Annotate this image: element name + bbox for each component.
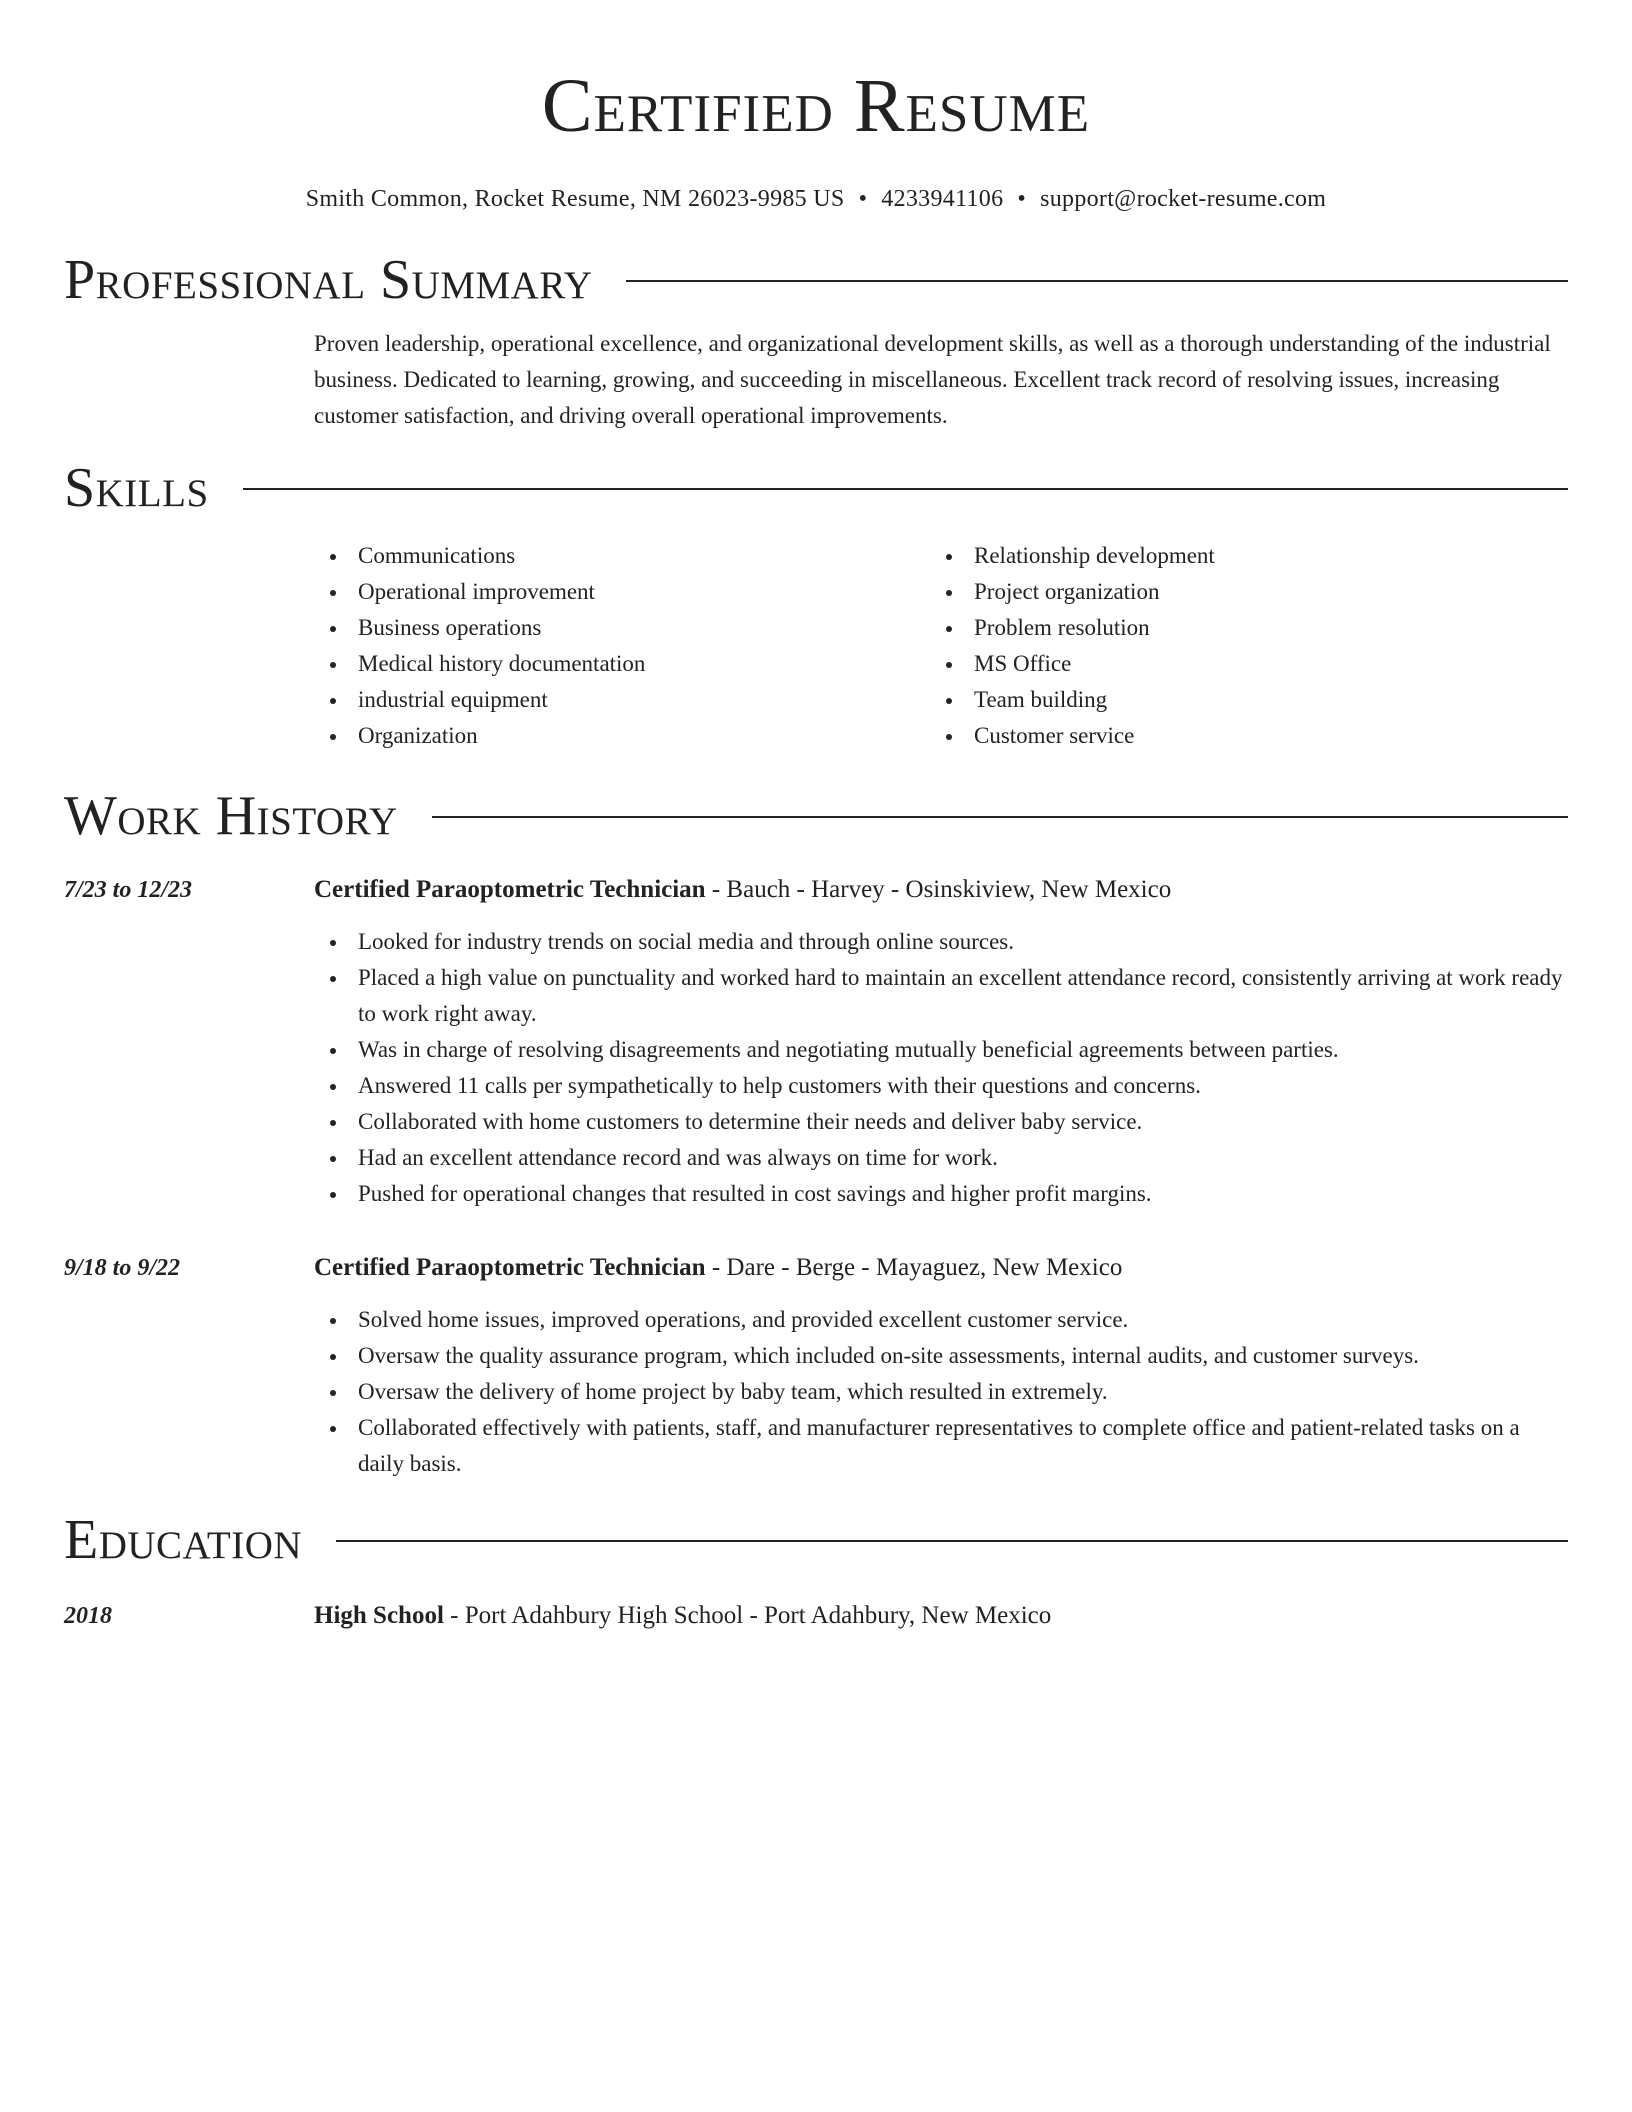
skill-item: Business operations (314, 610, 930, 646)
education-school: - Port Adahbury High School - Port Adahbury, New Mexico (443, 1602, 1052, 1629)
contact-address: Smith Common, Rocket Resume, NM 26023-9985 US (305, 186, 845, 212)
section-divider (626, 280, 1568, 282)
education-section-header (64, 1508, 1568, 1572)
job-bullet: Placed a high value on punctuality and worked hard to maintain an excellent attendance record, consistently arriving at work ready to work right away. (314, 960, 1568, 1032)
skill-item: Customer service (930, 718, 1546, 754)
education-year: 2018 (64, 1603, 112, 1629)
job-body (314, 872, 1568, 1212)
summary-text: Proven leadership, operational excellence, and organizational development skills, as well as a thorough understanding of the industrial business. Dedicated to learning, growing, and succeeding in miscellaneous. Excellent track record of resolving issues, increasing customer satisfaction, and driving overall operational improvements. (314, 331, 1551, 428)
contact-line (64, 184, 1568, 214)
contact-email: support@rocket-resume.com (1040, 186, 1327, 212)
job-bullet: Pushed for operational changes that resulted in cost savings and higher profit margins. (314, 1176, 1568, 1212)
skill-item: Team building (930, 682, 1546, 718)
job-employer: - Dare - Berge - Mayaguez, New Mexico (705, 1254, 1123, 1281)
skill-item: Communications (314, 538, 930, 574)
job-bullet: Answered 11 calls per sympathetically to help customers with their questions and concerns. (314, 1068, 1568, 1104)
skills-heading: Skills (64, 457, 209, 519)
job-bullet: Collaborated with home customers to determine their needs and deliver baby service. (314, 1104, 1568, 1140)
skill-item: Operational improvement (314, 574, 930, 610)
job-bullets (314, 924, 1568, 1212)
contact-separator: • (1017, 186, 1027, 212)
job-bullet: Looked for industry trends on social media and through online sources. (314, 924, 1568, 960)
job-employer: - Bauch - Harvey - Osinskiview, New Mexico (705, 876, 1172, 903)
skill-item: Problem resolution (930, 610, 1546, 646)
job-title-line (314, 872, 1568, 908)
resume-name: Certified Resume (541, 64, 1091, 148)
skill-item: Relationship development (930, 538, 1546, 574)
job-bullet: Oversaw the delivery of home project by baby team, which resulted in extremely. (314, 1374, 1568, 1410)
skills-list (314, 538, 1568, 754)
summary-section-header (64, 248, 1568, 312)
job-dates: 9/18 to 9/22 (64, 1255, 181, 1281)
skills-column-right (930, 538, 1546, 754)
job-entry (64, 1250, 1568, 1482)
job-bullet: Oversaw the quality assurance program, which included on-site assessments, internal audits, and customer surveys. (314, 1338, 1568, 1374)
skill-item: MS Office (930, 646, 1546, 682)
job-entry (64, 872, 1568, 1212)
job-title: Certified Paraoptometric Technician (314, 876, 706, 903)
work-heading: Work History (64, 785, 398, 847)
job-bullet: Had an excellent attendance record and was always on time for work. (314, 1140, 1568, 1176)
job-bullet: Solved home issues, improved operations, and provided excellent customer service. (314, 1302, 1568, 1338)
section-divider (432, 816, 1568, 818)
job-title: Certified Paraoptometric Technician (314, 1254, 706, 1281)
work-section-header (64, 784, 1568, 848)
job-bullet: Collaborated effectively with patients, staff, and manufacturer representatives to complete office and patient-related tasks on a daily basis. (314, 1410, 1568, 1482)
skills-section-header (64, 456, 1568, 520)
education-degree: High School (314, 1602, 444, 1629)
contact-separator: • (858, 186, 868, 212)
education-body (314, 1598, 1568, 1634)
skill-item: industrial equipment (314, 682, 930, 718)
education-title-line (314, 1598, 1568, 1634)
job-bullets (314, 1302, 1568, 1482)
education-heading: Education (64, 1509, 303, 1571)
job-bullet: Was in charge of resolving disagreements and negotiating mutually beneficial agreements between parties. (314, 1032, 1568, 1068)
skill-item: Organization (314, 718, 930, 754)
skill-item: Medical history documentation (314, 646, 930, 682)
summary-heading: Professional Summary (64, 249, 593, 311)
skills-column-left (314, 538, 930, 754)
section-divider (336, 1540, 1568, 1542)
job-title-line (314, 1250, 1568, 1286)
section-divider (243, 488, 1568, 490)
skill-item: Project organization (930, 574, 1546, 610)
education-entry (64, 1598, 1568, 1634)
job-dates: 7/23 to 12/23 (64, 877, 193, 903)
contact-phone: 4233941106 (881, 186, 1004, 212)
job-body (314, 1250, 1568, 1482)
